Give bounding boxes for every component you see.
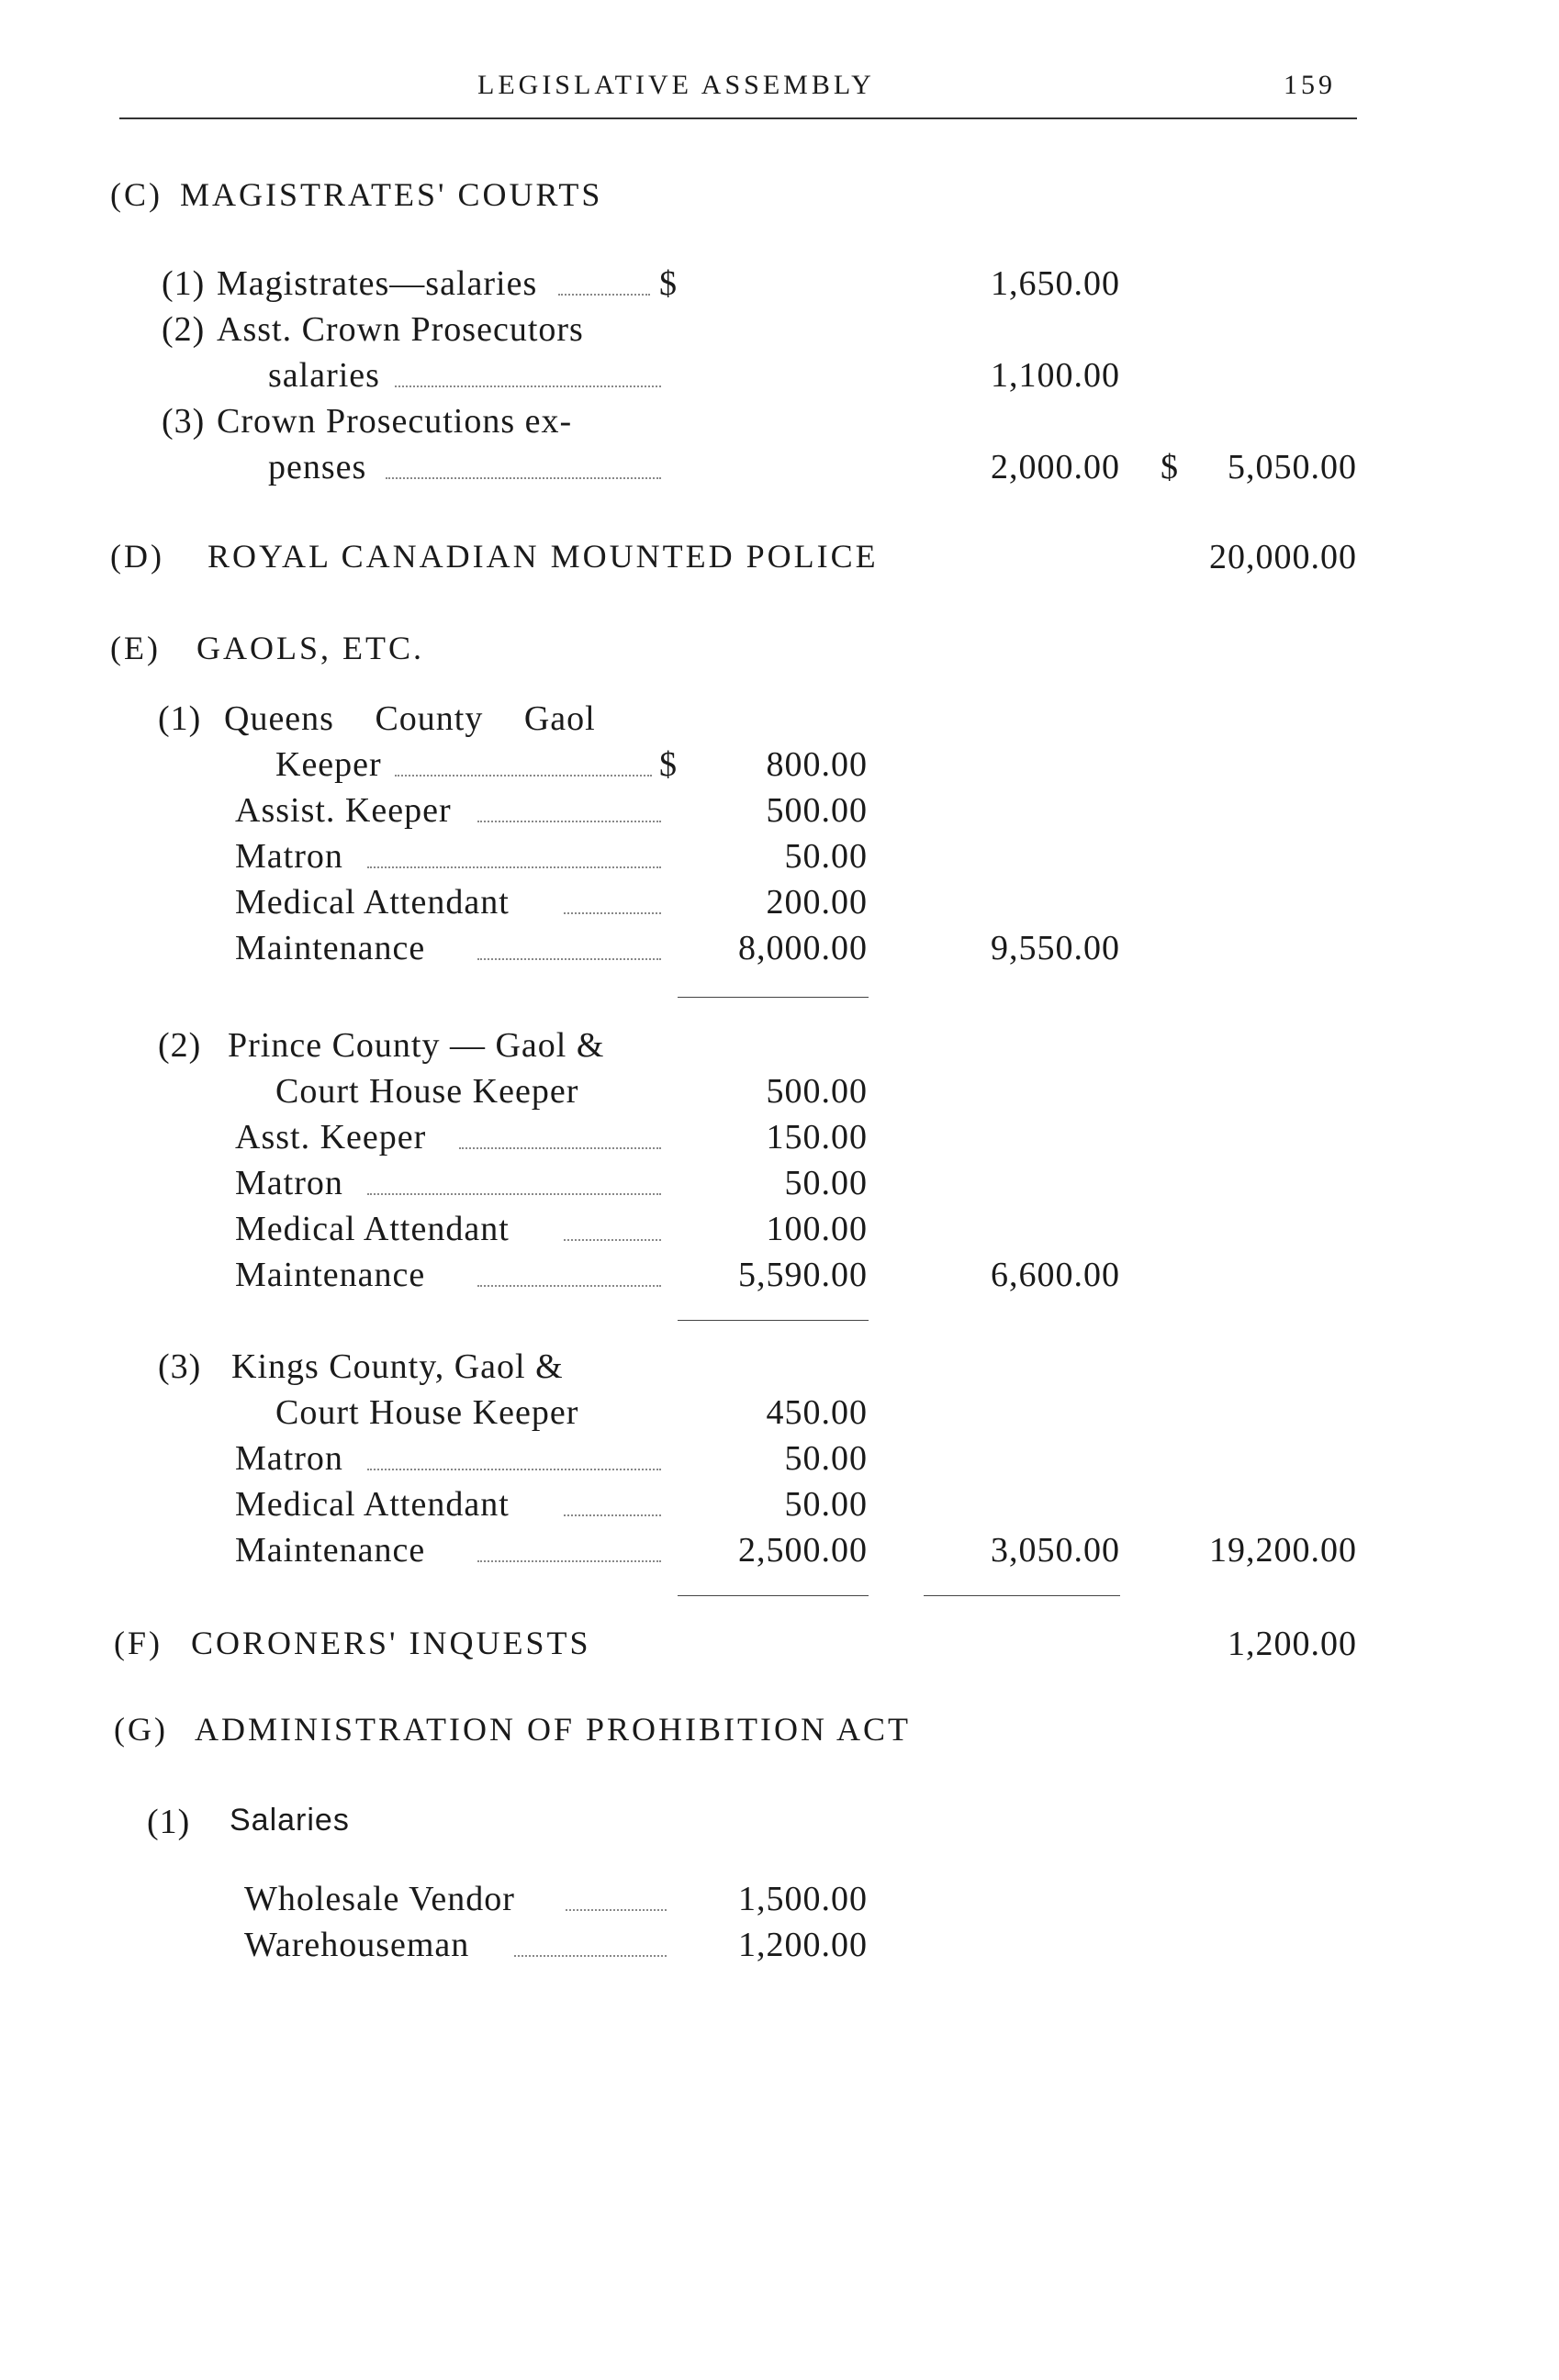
row-amount: 800.00 xyxy=(766,745,868,784)
row-amount: 100.00 xyxy=(766,1210,868,1248)
section-c-total: 5,050.00 xyxy=(1228,448,1357,486)
row-amount: 50.00 xyxy=(784,1439,868,1478)
row-amount: 1,200.00 xyxy=(738,1926,868,1964)
row-label: Warehouseman xyxy=(244,1926,470,1964)
leader-dots xyxy=(386,477,661,479)
section-d-amount: 20,000.00 xyxy=(1209,538,1357,576)
subtotal-rule xyxy=(924,1595,1120,1596)
row-amount: 2,500.00 xyxy=(738,1531,868,1570)
subtotal-rule xyxy=(678,1320,869,1321)
page-number: 159 xyxy=(1284,70,1336,100)
group-title: Prince County — Gaol & xyxy=(228,1026,605,1065)
row-amount: 50.00 xyxy=(784,1485,868,1524)
group-title: Kings County, Gaol & xyxy=(231,1347,564,1386)
section-e-label: (E) xyxy=(110,630,161,666)
item-amount: 1,650.00 xyxy=(991,264,1120,303)
row-label: Keeper xyxy=(275,745,382,784)
row-label: Matron xyxy=(235,1164,343,1202)
section-f-title: CORONERS' INQUESTS xyxy=(191,1625,591,1661)
item-number: (3) xyxy=(162,402,206,441)
section-c-title: MAGISTRATES' COURTS xyxy=(180,176,603,213)
item-label-continued: salaries xyxy=(268,356,380,395)
row-label: Court House Keeper xyxy=(275,1072,579,1111)
row-amount: 1,500.00 xyxy=(738,1880,868,1918)
leader-dots xyxy=(395,385,661,387)
row-label: Wholesale Vendor xyxy=(244,1880,515,1918)
row-amount: 200.00 xyxy=(766,883,868,922)
row-amount: 50.00 xyxy=(784,1164,868,1202)
row-amount: 8,000.00 xyxy=(738,929,868,967)
subtotal-rule xyxy=(678,997,869,998)
row-amount: 500.00 xyxy=(766,791,868,830)
row-amount: 50.00 xyxy=(784,837,868,876)
item-number: (1) xyxy=(162,264,206,303)
header-rule xyxy=(119,117,1357,119)
row-label: Medical Attendant xyxy=(235,1210,510,1248)
row-label: Medical Attendant xyxy=(235,883,510,922)
group-number: (3) xyxy=(158,1347,202,1386)
group-subtotal: 6,600.00 xyxy=(991,1256,1120,1294)
running-header: LEGISLATIVE ASSEMBLY xyxy=(477,70,875,100)
row-amount: 150.00 xyxy=(766,1118,868,1156)
row-label: Maintenance xyxy=(235,1531,426,1570)
section-f-label: (F) xyxy=(114,1625,163,1661)
row-label: Medical Attendant xyxy=(235,1485,510,1524)
group-subtotal: 9,550.00 xyxy=(991,929,1120,967)
group-number: (1) xyxy=(158,699,202,738)
row-label: Asst. Keeper xyxy=(235,1118,427,1156)
group-subtotal: 3,050.00 xyxy=(991,1531,1120,1570)
item-label: Crown Prosecutions ex- xyxy=(217,402,573,441)
row-amount: 500.00 xyxy=(766,1072,868,1111)
item-amount: 2,000.00 xyxy=(991,448,1120,486)
section-f-amount: 1,200.00 xyxy=(1228,1625,1357,1663)
dollar-sign: $ xyxy=(659,745,678,784)
row-label: Maintenance xyxy=(235,1256,426,1294)
group-title: Queens County Gaol xyxy=(224,699,596,738)
subsection-number: (1) xyxy=(147,1803,191,1841)
section-e-title: GAOLS, ETC. xyxy=(196,630,424,666)
row-label: Matron xyxy=(235,1439,343,1478)
leader-dots xyxy=(558,294,650,296)
row-label: Assist. Keeper xyxy=(235,791,452,830)
row-label: Matron xyxy=(235,837,343,876)
item-amount: 1,100.00 xyxy=(991,356,1120,395)
section-d-label: (D) xyxy=(110,538,164,575)
section-c-label: (C) xyxy=(110,176,163,213)
row-label: Court House Keeper xyxy=(275,1393,579,1432)
dollar-sign: $ xyxy=(1161,448,1179,486)
group-number: (2) xyxy=(158,1026,202,1065)
dollar-sign: $ xyxy=(659,264,678,303)
section-d-title: ROYAL CANADIAN MOUNTED POLICE xyxy=(207,538,879,575)
section-e-total: 19,200.00 xyxy=(1209,1531,1357,1570)
item-label-continued: penses xyxy=(268,448,367,486)
row-amount: 450.00 xyxy=(766,1393,868,1432)
section-g-title: ADMINISTRATION OF PROHIBITION ACT xyxy=(195,1711,912,1748)
subtotal-rule xyxy=(678,1595,869,1596)
row-label: Maintenance xyxy=(235,929,426,967)
item-number: (2) xyxy=(162,310,206,349)
item-label: Asst. Crown Prosecutors xyxy=(217,310,584,349)
item-label: Magistrates—salaries xyxy=(217,264,538,303)
subsection-title: Salaries xyxy=(230,1803,350,1838)
row-amount: 5,590.00 xyxy=(738,1256,868,1294)
section-g-label: (G) xyxy=(114,1711,168,1748)
